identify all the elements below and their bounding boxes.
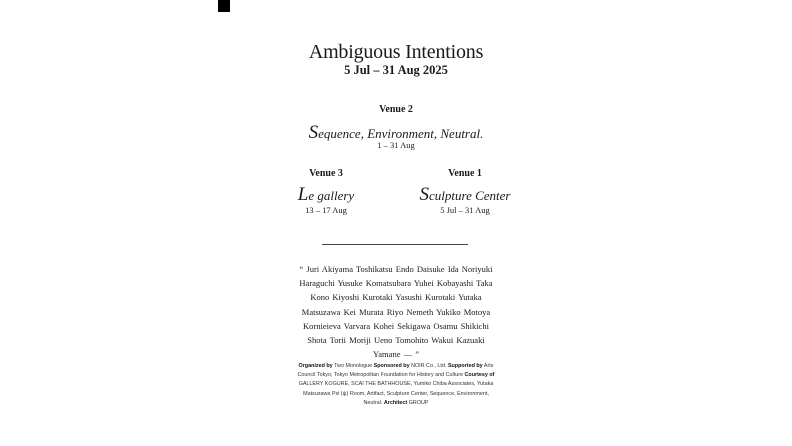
- supported-label: Supported by: [447, 363, 483, 369]
- corner-mark: [218, 0, 230, 12]
- venue-1-name-rest: culpture Center: [429, 188, 511, 203]
- venue-3-name: [276, 184, 376, 206]
- artist-list: “ Juri Akiyama Toshikatsu Endo Daisuke Ida Noriyuki Haraguchi Yusuke Komatsubara Yuhei Kobayashi Taka Kono Kiyoshi Kurotaki Yasushi Kurotaki Yutaka Matsuzawa Kei Murata Riyo Nemeth Yukiko Motoya Kornieieva Varvara Kohei Sekigawa Osamu Shikichi Shota Torii Moriji Ueno Tomohito Wakui Kazuaki Yamane — ”: [299, 264, 493, 360]
- courtesy-value: GALLERY KOGURE, SCAI THE BATHHOUSE, Yumiko Chiba Associates, Yutaka Matsuzawa Psi (ψ) Room, Artifact, Sculpture Center, Sequence, Environment, Neutral.: [298, 381, 494, 406]
- architect-value: GROUP: [408, 399, 429, 406]
- venue-1-dates: 5 Jul – 31 Aug: [440, 205, 490, 215]
- venue-1-name-initial: S: [419, 184, 429, 205]
- sponsored-label: Sponsored by: [373, 363, 410, 369]
- venue-1-name: [405, 184, 525, 206]
- divider: [322, 244, 468, 245]
- courtesy-label: Courtesy of: [464, 372, 495, 379]
- venue-1-label: Venue 1: [448, 168, 482, 179]
- supported-value: Arts Council Tokyo, Tokyo Metropolitan Foundation for History and Culture: [297, 363, 494, 379]
- venue-2-name-initial: S: [308, 122, 319, 143]
- exhibition-dates: 5 Jul – 31 Aug 2025: [344, 63, 448, 77]
- credits: [293, 362, 499, 408]
- architect-label: Architect: [383, 399, 408, 406]
- venue-2-dates: 1 – 31 Aug: [377, 140, 415, 150]
- venue-3-label: Venue 3: [309, 168, 343, 179]
- venue-3-name-rest: e gallery: [308, 188, 355, 203]
- sponsored-value: NOIR Co., Ltd.: [411, 363, 447, 369]
- venue-3-name-initial: L: [297, 184, 309, 205]
- page-title: Ambiguous Intentions: [308, 41, 484, 63]
- venue-3-dates: 13 – 17 Aug: [305, 205, 347, 215]
- venue-2-label: Venue 2: [379, 104, 413, 115]
- organized-value: Two Monologue: [334, 363, 373, 369]
- venue-2-name-rest: equence, Environment, Neutral.: [318, 126, 484, 141]
- organized-label: Organized by: [298, 363, 333, 369]
